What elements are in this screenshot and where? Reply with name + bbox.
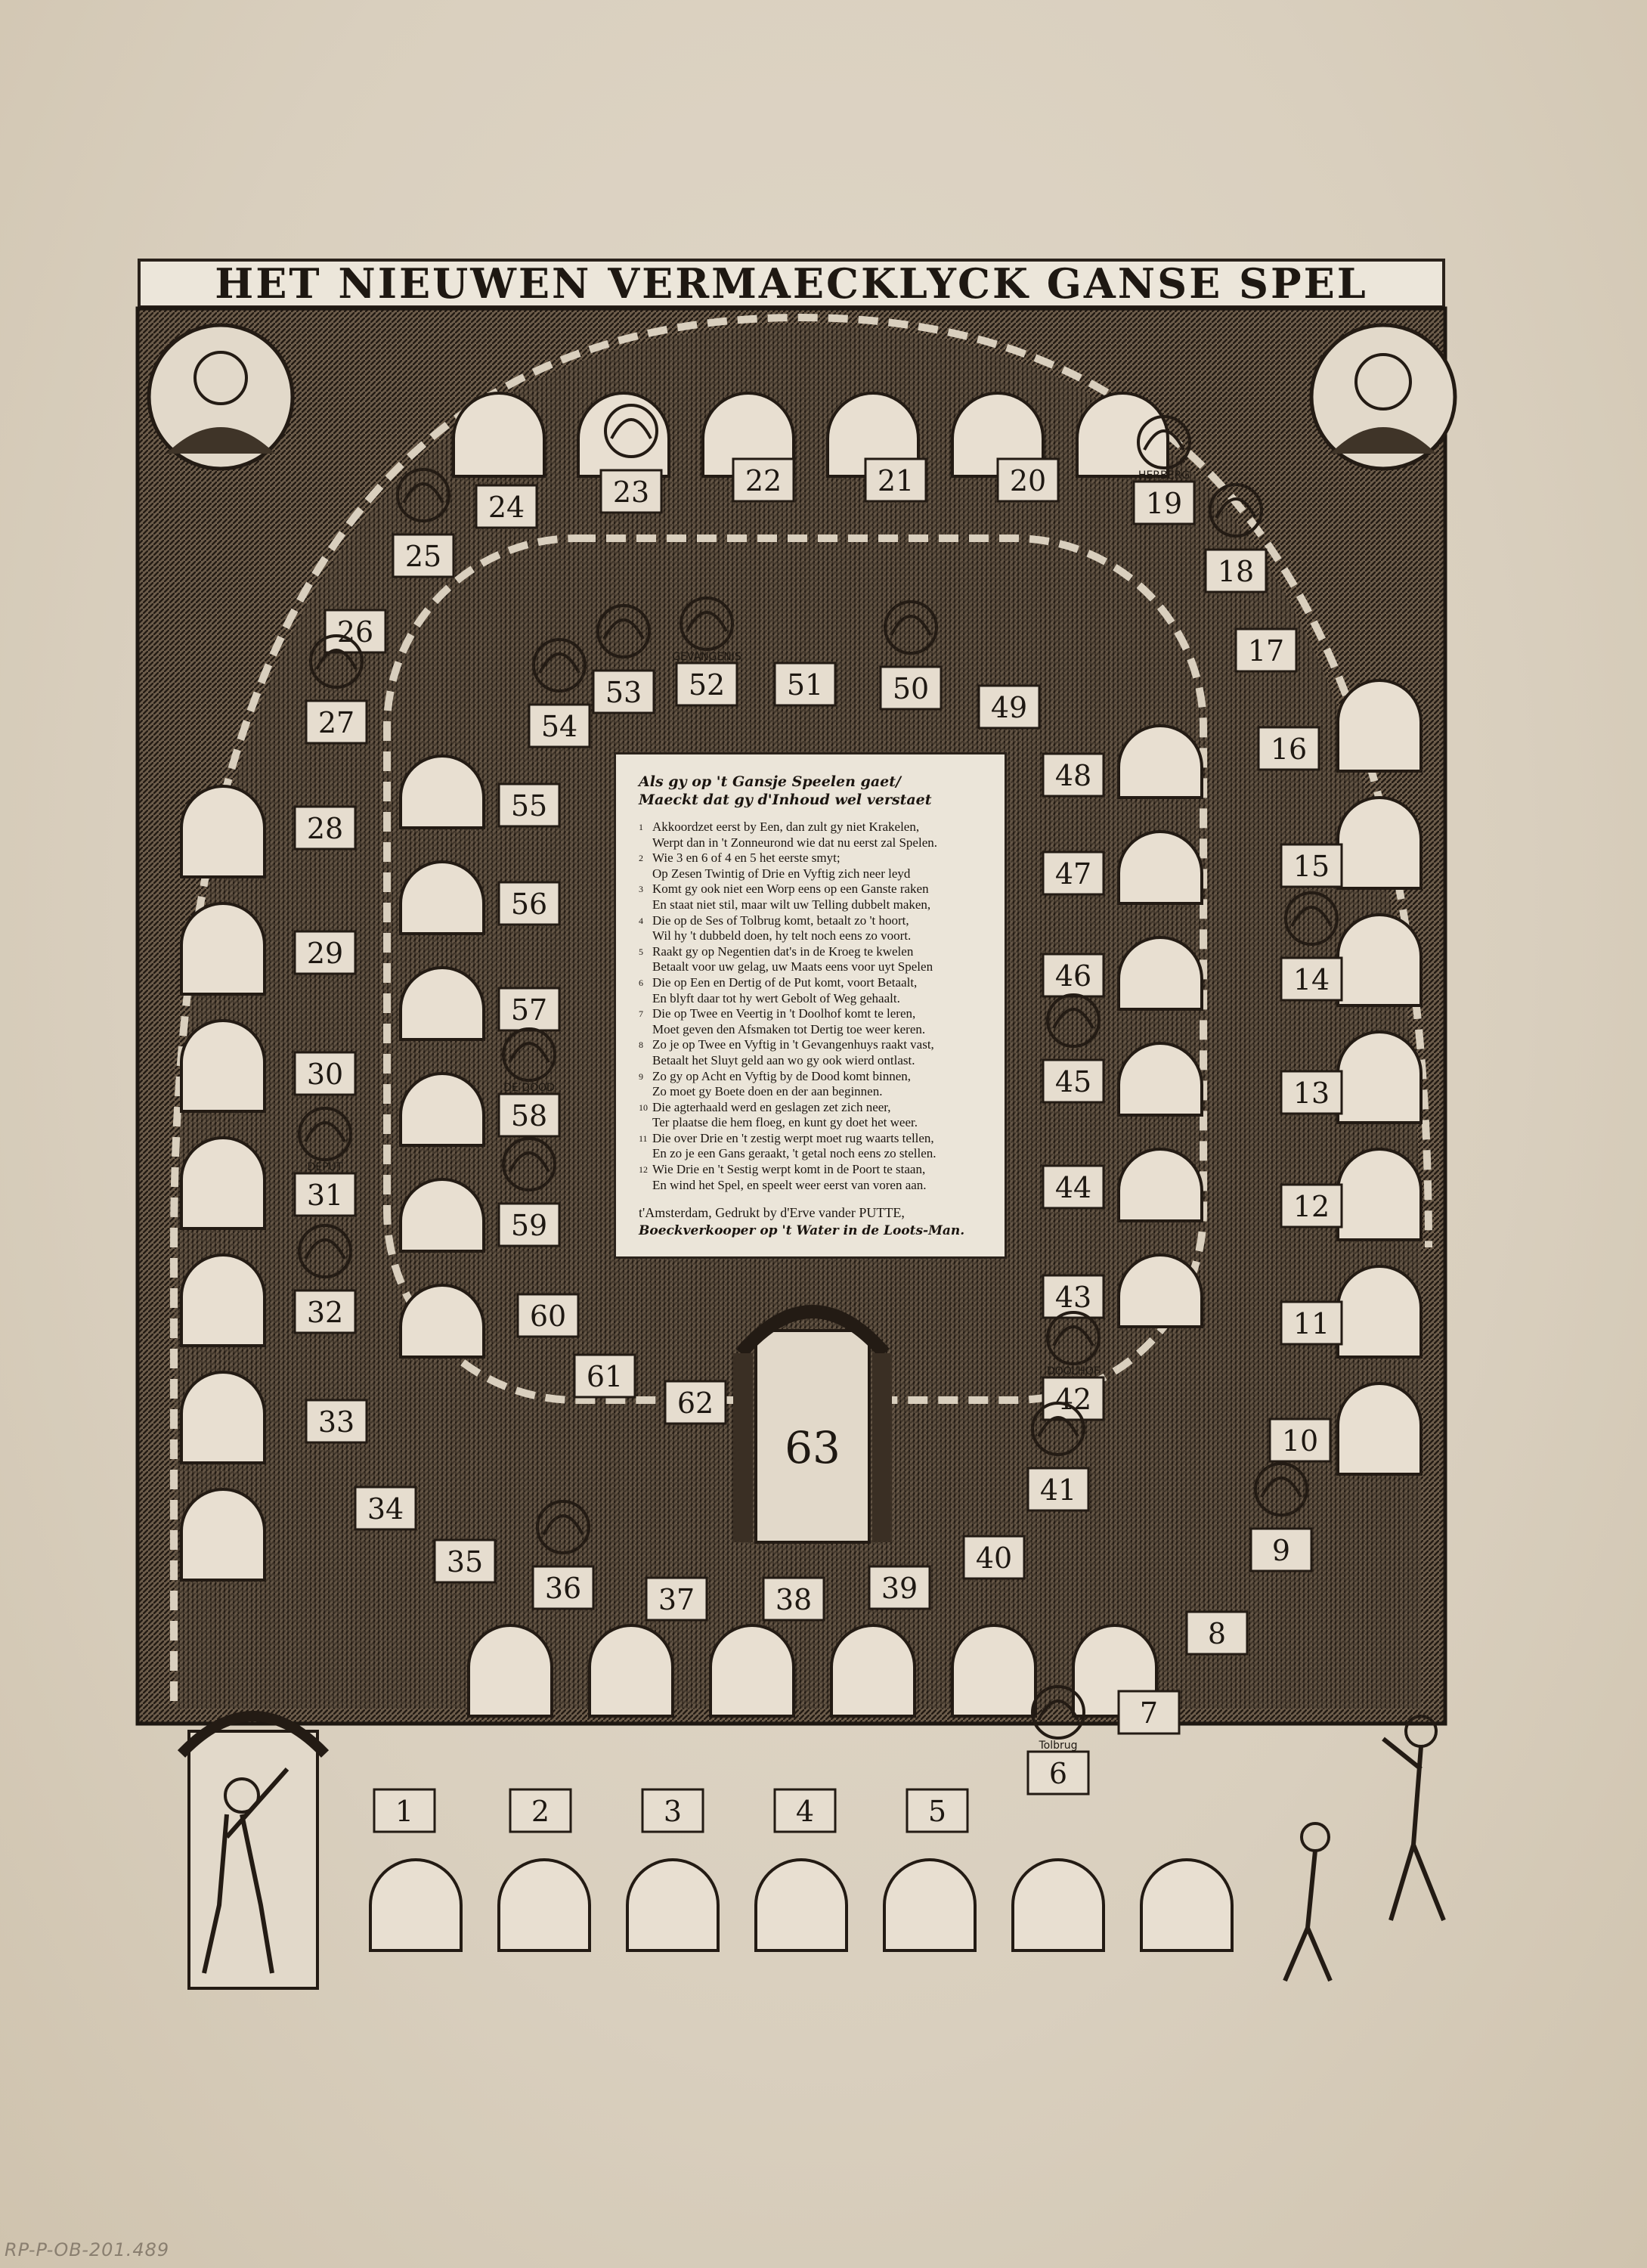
rule-item [639,913,988,944]
square-30 [295,1052,355,1095]
rule-number: 3 [639,884,643,895]
arched-window [181,1021,265,1111]
figure-in-archway [181,1716,325,1988]
arched-window [181,1138,265,1228]
rule-line: Zo je op Twee en Vyftig in 't Gevangenhuys raakt vast, [652,1037,934,1052]
square-37 [646,1578,707,1620]
rule-line: En blyft daar tot hy wert Gebolt of Weg gehaalt. [652,990,900,1005]
rule-number: 11 [639,1132,648,1144]
square-48 [1043,754,1104,796]
rule-item [639,975,988,1006]
square-24 [476,485,537,528]
rule-number: 2 [639,853,643,864]
arched-window [1338,1383,1421,1474]
arched-window [711,1625,794,1716]
arched-window [831,1625,915,1716]
square-number: 22 [745,464,782,497]
arched-window [1338,1266,1421,1357]
rule-item [639,850,988,881]
finish-pillar-right [872,1353,892,1542]
square-51 [775,663,835,705]
square-25 [393,534,454,577]
square-number: 35 [446,1545,484,1579]
square-62 [665,1381,726,1424]
square-number: 18 [1217,555,1255,588]
square-number: 50 [892,672,930,705]
square-33 [306,1400,367,1442]
square-number: 2 [531,1795,550,1828]
square-number: 29 [306,937,344,970]
square-number: 7 [1139,1696,1159,1730]
imprint-line1: t'Amsterdam, Gedrukt by d'Erve vander PUTTE, [639,1205,905,1221]
rule-line: Wil hy 't dubbeld doen, hy telt noch eens zo voort. [652,928,912,943]
square-label: DEPUT [307,1161,343,1173]
square-label: GEVANGENIS [672,651,741,663]
square-number: 15 [1293,850,1330,883]
square-number: 28 [306,812,344,845]
square-number: 24 [488,491,525,524]
square-number: 14 [1293,963,1330,996]
square-number: 46 [1054,959,1092,993]
square-number: 60 [529,1300,567,1333]
square-number: 23 [612,476,650,509]
rule-line: Raakt gy op Negentien dat's in de Kroeg te kwelen [652,943,914,959]
square-49 [979,686,1039,728]
arched-window [401,862,484,934]
square-number: 58 [510,1099,548,1132]
rule-line: Die op Een en Dertig of de Put komt, voort Betaalt, [652,974,918,990]
square-number: 8 [1207,1617,1227,1650]
square-number: 51 [786,668,824,702]
square-35 [435,1540,495,1582]
square-4 [775,1789,835,1832]
portrait-medallion-left [149,325,293,469]
arched-window [1119,1043,1202,1115]
arched-window [1338,1032,1421,1123]
square-22 [733,459,794,501]
square-label: HERBERG [1138,469,1190,482]
square-23 [601,470,661,513]
square-number: 44 [1054,1171,1092,1204]
square-label: DE DOOD [503,1082,555,1094]
square-53 [593,671,654,713]
square-17 [1236,629,1296,671]
square-5 [907,1789,967,1832]
square-number: 31 [306,1179,344,1212]
rule-line: En zo je een Gans geraakt, 't getal noch eens zo stellen. [652,1146,936,1161]
rules-list [639,820,988,1193]
rule-number: 8 [639,1040,643,1051]
square-number: 19 [1145,487,1183,520]
rule-line: Betaalt voor uw gelag, uw Maats eens voor uyt Spelen [652,959,933,974]
rule-number: 12 [639,1164,648,1176]
rule-item [639,1037,988,1068]
square-number: 21 [877,464,915,497]
square-number: 41 [1039,1473,1077,1507]
square-number: 11 [1293,1307,1330,1340]
square-label: Tolbrug [1039,1740,1078,1752]
square-number: 54 [540,710,578,743]
rule-line: Die op Twee en Veertig in 't Doolhof komt te leren, [652,1006,916,1021]
rule-line: Ter plaatse die hem floeg, en kunt gy doet het weer. [652,1115,918,1130]
square-number: 16 [1270,733,1308,766]
square-27 [306,701,367,743]
arched-window [1013,1860,1104,1950]
square-55 [499,784,559,826]
square-number: 47 [1054,857,1092,891]
square-number: 26 [336,615,374,649]
arched-window [499,1860,590,1950]
rules-heading [639,773,988,809]
square-20 [998,459,1058,501]
square-7 [1119,1691,1179,1734]
rule-line: Moet geven den Afsmaken tot Dertig toe weer keren. [652,1021,926,1036]
square-31 [295,1173,355,1216]
rule-line: Komt gy ook niet een Worp eens op een Ganste raken [652,881,929,897]
board-title: HET NIEUWEN VERMAECKLYCK GANSE SPEL [215,259,1368,308]
arched-window [370,1860,461,1950]
square-number: 1 [395,1795,414,1828]
square-number: 39 [881,1572,918,1605]
square-15 [1281,844,1342,887]
square-40 [964,1536,1024,1579]
square-50 [881,667,941,709]
square-label: DOOLHOF [1046,1365,1101,1377]
square-number: 38 [775,1583,813,1616]
rule-number: 6 [639,977,643,988]
square-54 [529,705,590,747]
square-13 [1281,1071,1342,1114]
square-number: 33 [317,1405,355,1439]
arched-window [952,1625,1036,1716]
arched-window [1119,726,1202,798]
square-number: 25 [404,540,442,573]
rule-line: Die over Drie en 't zestig werpt moet rug waarts tellen, [652,1130,934,1145]
dancing-figures [1285,1716,1444,1981]
square-number: 45 [1054,1065,1092,1098]
square-56 [499,882,559,925]
rule-number: 10 [639,1101,648,1113]
rule-line: Akkoordzet eerst by Een, dan zult gy niet Krakelen, [652,820,920,834]
rule-item [639,1162,988,1193]
square-number: 27 [317,706,355,739]
square-41 [1028,1468,1088,1510]
rules-heading-line1: Als gy op 't Gansje Speelen gaet/ [639,773,901,790]
portrait-medallion-right [1311,325,1455,469]
printer-imprint [639,1204,988,1240]
rule-line: Wie Drie en 't Sestig werpt komt in de Poort te staan, [652,1162,926,1177]
square-38 [763,1578,824,1620]
arched-window [1338,680,1421,771]
rule-line: Werpt dan in 't Zonneurond wie dat nu eerst zal Spelen. [652,835,937,850]
square-8 [1187,1612,1247,1654]
square-number: 12 [1293,1190,1330,1223]
arched-window [1119,1255,1202,1327]
square-number: 55 [510,789,548,823]
arched-window [469,1625,552,1716]
square-number: 6 [1048,1757,1068,1790]
square-16 [1258,727,1319,770]
arched-window [884,1860,975,1950]
arched-window [1119,937,1202,1009]
square-58 [499,1094,559,1136]
arched-window [401,756,484,828]
square-number: 40 [975,1541,1013,1575]
imprint-line2: Boeckverkooper op 't Water in de Loots-Man. [639,1223,965,1239]
square-number: 3 [663,1795,683,1828]
rule-line: Die op de Ses of Tolbrug komt, betaalt zo 't hoort, [652,912,909,928]
square-number: 20 [1009,464,1047,497]
square-9 [1251,1529,1311,1571]
square-34 [355,1487,416,1529]
square-2 [510,1789,571,1832]
rule-item [639,1131,988,1162]
arched-window [181,903,265,994]
rule-number: 1 [639,822,643,832]
square-number: 59 [510,1209,548,1242]
square-36 [533,1566,593,1609]
arched-window [181,786,265,877]
arched-window [401,1285,484,1357]
arched-window [401,1179,484,1251]
rule-line: En wind het Spel, en speelt weer eerst van voren aan. [652,1177,927,1192]
rule-item [639,881,988,912]
square-12 [1281,1185,1342,1227]
square-number: 32 [306,1296,344,1329]
square-number: 17 [1247,634,1285,668]
square-1 [374,1789,435,1832]
square-number: 48 [1054,759,1092,792]
square-6 [1028,1752,1088,1794]
rule-item [639,1100,988,1131]
archive-number: RP-P-OB-201.489 [5,2239,170,2260]
square-number: 42 [1054,1383,1092,1416]
square-number: 10 [1281,1424,1319,1458]
arched-window [1119,832,1202,903]
square-18 [1206,550,1266,592]
square-10 [1270,1419,1330,1461]
square-19 [1134,482,1194,524]
rule-item [639,1006,988,1037]
square-59 [499,1204,559,1246]
rule-line: Op Zesen Twintig of Drie en Vyftig zich neer leyd [652,866,911,881]
square-number: 30 [306,1058,344,1091]
arched-window [1119,1149,1202,1221]
rule-item [639,820,988,850]
square-42 [1043,1377,1104,1420]
square-3 [642,1789,703,1832]
arched-window [1338,798,1421,888]
square-number: 4 [795,1795,815,1828]
rules-panel [614,752,1007,1259]
square-number: 61 [586,1360,624,1393]
arched-window [181,1372,265,1463]
square-number: 57 [510,993,548,1027]
rule-line: En staat niet stil, maar wilt uw Telling dubbelt maken, [652,897,931,912]
rule-line: Wie 3 en 6 of 4 en 5 het eerste smyt; [652,850,841,866]
arched-window [756,1860,847,1950]
arched-window [401,1074,484,1145]
arched-window [1141,1860,1232,1950]
rule-number: 5 [639,946,643,957]
square-57 [499,988,559,1030]
rule-line: Die agterhaald werd en geslagen zet zich neer, [652,1099,891,1114]
arched-window [401,968,484,1040]
square-46 [1043,954,1104,996]
square-number: 36 [544,1572,582,1605]
rule-number: 7 [639,1009,643,1020]
square-47 [1043,852,1104,894]
square-number: 34 [367,1492,404,1526]
square-60 [518,1294,578,1337]
arched-window [590,1625,673,1716]
arched-window [1338,915,1421,1005]
square-number: 5 [927,1795,947,1828]
square-21 [865,459,926,501]
rule-number: 4 [639,915,643,926]
square-39 [869,1566,930,1609]
rule-item [639,1069,988,1100]
rules-heading-line2: Maeckt dat gy d'Inhoud wel verstaet [639,792,932,808]
square-52 [676,663,737,705]
arched-window [181,1255,265,1346]
rule-line: Zo moet gy Boete doen en der aan beginnen. [652,1084,883,1099]
square-number: 9 [1271,1534,1291,1567]
rule-line: Zo gy op Acht en Vyftig by de Dood komt binnen, [652,1068,912,1083]
finish-square-number: 63 [785,1422,841,1473]
arched-window [1338,1149,1421,1240]
square-number: 52 [688,668,726,702]
rule-number: 9 [639,1070,643,1082]
square-28 [295,807,355,849]
rule-item [639,944,988,975]
square-number: 49 [990,691,1028,724]
square-number: 37 [658,1583,695,1616]
square-45 [1043,1060,1104,1102]
square-29 [295,931,355,974]
arched-window [454,393,544,476]
finish-pillar-left [733,1353,753,1542]
square-44 [1043,1166,1104,1208]
square-number: 13 [1293,1077,1330,1110]
rule-line: Betaalt het Sluyt geld aan wo gy ook wierd ontlast. [652,1052,915,1067]
square-number: 43 [1054,1281,1092,1314]
square-number: 53 [605,676,642,709]
square-32 [295,1290,355,1333]
square-number: 56 [510,888,548,921]
arched-window [181,1489,265,1580]
square-number: 62 [676,1387,714,1420]
arched-window [627,1860,718,1950]
square-61 [574,1355,635,1397]
square-14 [1281,958,1342,1000]
square-11 [1281,1302,1342,1344]
